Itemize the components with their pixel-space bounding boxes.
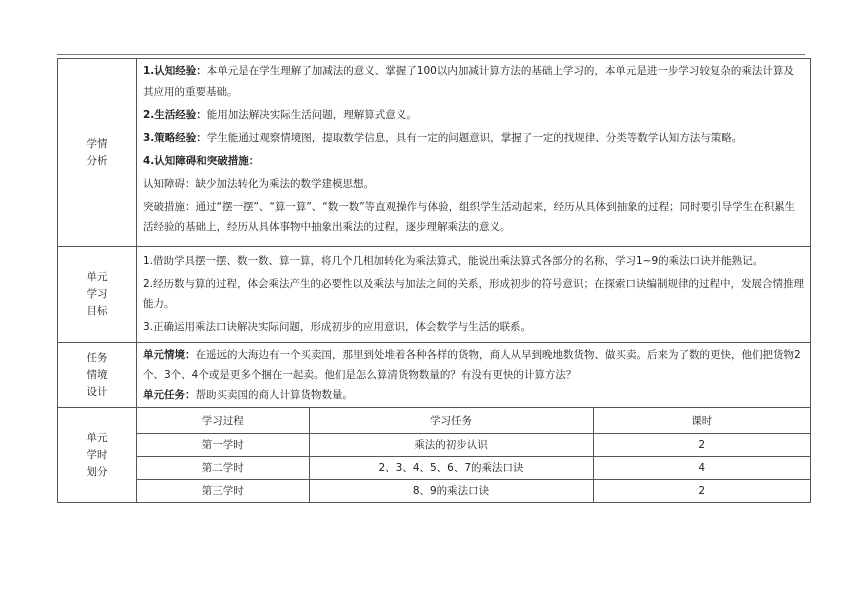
schedule-header-hours: 课时: [593, 408, 810, 433]
unit-situation-title: 单元情境：: [143, 349, 196, 361]
analysis-obstacle: 认知障碍：缺少加法转化为乘法的数学建模思想。: [143, 178, 374, 190]
schedule-label: 单元学时划分: [86, 431, 108, 478]
analysis-label-cell: [58, 59, 137, 247]
unit-plan-table: [57, 58, 811, 503]
schedule-header-task: 学习任务: [309, 408, 593, 433]
analysis-item-4-title: 4.认知障碍和突破措施：: [143, 155, 260, 167]
goals-label-cell: [58, 247, 137, 343]
schedule-cell-process: 第二学时: [137, 456, 309, 479]
schedule-cell-task: 乘法的初步认识: [309, 433, 593, 456]
schedule-cell-process: 第一学时: [137, 433, 309, 456]
analysis-item-1-text: 本单元是在学生理解了加减法的意义、掌握了100以内加减计算方法的基础上学习的，本单元是进一步学习较复杂的乘法计算及其应用的重要基础。: [143, 65, 794, 98]
goal-item-1: 1.借助学具摆一摆、数一数、算一算，将几个几相加转化为乘法算式，能说出乘法算式各部分的名称，学习1~9的乘法口诀并能熟记。: [143, 255, 764, 267]
schedule-cell-hours: 2: [698, 484, 706, 497]
task-label: 任务情境设计: [86, 351, 108, 398]
analysis-item-2-text: 能用加法解决实际生活问题，理解算式意义。: [206, 109, 417, 121]
goals-label: 单元学习目标: [86, 271, 108, 317]
schedule-cell-task: 8、9的乘法口诀: [309, 479, 593, 502]
goal-item-3: 3.正确运用乘法口诀解决实际问题，形成初步的应用意识，体会数学与生活的联系。: [143, 321, 532, 333]
task-row: [58, 343, 811, 408]
schedule-header-row: [137, 408, 810, 433]
schedule-row: [58, 408, 811, 503]
analysis-measure: 突破措施：通过“摆一摆”、“算一算”、“数一数”等直观操作与体验，组织学生活动起来，经历从具体到抽象的过程；同时要引导学生在积累生活经验的基础上，经历从具体事物中抽象出乘法的过程，逐步理解乘法的意义。: [143, 201, 796, 233]
schedule-cell-hours: 2: [593, 433, 810, 456]
table-row: [137, 479, 810, 502]
analysis-item-1: [143, 61, 804, 102]
schedule-table: [137, 408, 810, 502]
unit-task-title: 单元任务：: [143, 389, 196, 401]
table-row: [137, 456, 810, 479]
task-label-cell: [58, 343, 137, 408]
analysis-item-2: [143, 105, 804, 125]
goals-row: [58, 247, 811, 343]
task-content: [137, 343, 811, 408]
analysis-content: [137, 59, 811, 247]
schedule-cell-task: 2、3、4、5、6、7的乘法口诀: [309, 456, 593, 479]
analysis-item-3: [143, 128, 804, 148]
schedule-content: [137, 408, 811, 503]
analysis-row: [58, 59, 811, 247]
analysis-item-1-title: 1.认知经验：: [143, 65, 207, 77]
analysis-label: 学情分析: [86, 137, 108, 167]
schedule-cell-process: 第三学时: [137, 479, 309, 502]
analysis-item-2-title: 2.生活经验：: [143, 109, 207, 121]
schedule-label-cell: [58, 408, 137, 503]
analysis-item-4: [143, 151, 804, 171]
unit-situation-text: 在遥远的大海边有一个买卖国，那里到处堆着各种各样的货物，商人从早到晚地数货物、做买卖。后来为了数的更快，他们把货物2个、3个、4个或是更多个捆在一起卖。他们是怎么算清货物数量的？有没有更快的计算方法？: [143, 349, 801, 381]
goal-item-2: 2.经历数与算的过程，体会乘法产生的必要性以及乘法与加法之间的关系，形成初步的符号意识；在探索口诀编制规律的过程中，发展合情推理能力。: [143, 278, 805, 310]
analysis-item-3-title: 3.策略经验：: [143, 132, 207, 144]
table-row: [137, 433, 810, 456]
analysis-item-3-text: 学生能通过观察情境图，提取数学信息，具有一定的问题意识，掌握了一定的找规律、分类等数学认知方法与策略。: [206, 132, 743, 144]
page-header-rule: [57, 54, 805, 55]
goals-content: [137, 247, 811, 343]
unit-task: [143, 385, 804, 405]
unit-situation: [143, 345, 804, 385]
schedule-header-process: 学习过程: [137, 408, 309, 433]
unit-task-text: 帮助买卖国的商人计算货物数量。: [195, 389, 353, 401]
schedule-cell-hours: 4: [593, 456, 810, 479]
